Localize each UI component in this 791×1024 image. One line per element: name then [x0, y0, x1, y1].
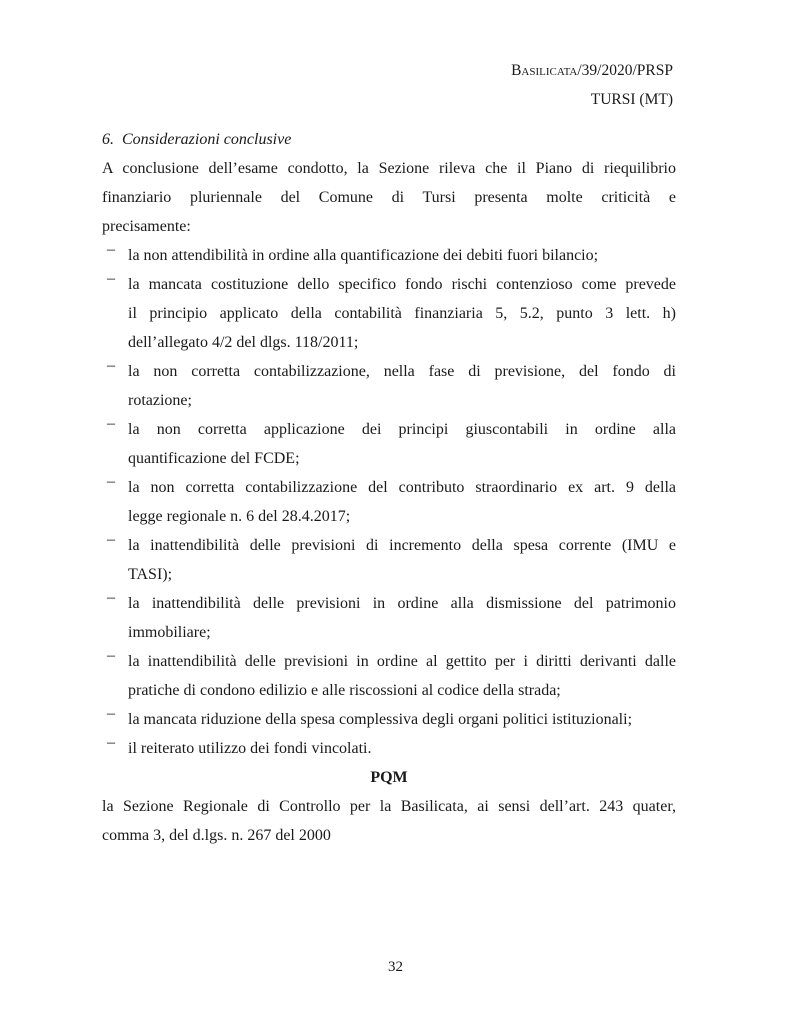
list-item-line: la inattendibilità delle previsioni in ordine alla dismissione del patrimonio — [128, 595, 676, 612]
intro-line: A conclusione dell’esame condotto, la Sezione rileva che il Piano di riequilibrio — [102, 160, 676, 177]
closing-paragraph — [102, 792, 676, 850]
list-item — [102, 415, 676, 473]
list-item-line: la inattendibilità delle previsioni in ordine al gettito per i diritti derivanti dalle — [128, 653, 676, 670]
list-dash: – — [107, 734, 115, 751]
list-item-line: la non corretta applicazione dei principi giuscontabili in ordine alla — [128, 421, 676, 438]
list-item-line: la mancata riduzione della spesa complessiva degli organi politici istituzionali; — [128, 711, 633, 728]
list-dash: – — [107, 589, 115, 606]
list-item-line: rotazione; — [128, 392, 192, 409]
section-number: 6. — [102, 131, 114, 148]
intro-line: precisamente: — [102, 218, 191, 235]
list-item-line: la non attendibilità in ordine alla quantificazione dei debiti fuori bilancio; — [128, 247, 599, 264]
section-heading — [102, 125, 676, 154]
list-item-line: immobiliare; — [128, 624, 211, 641]
page-number: 32 — [388, 959, 403, 975]
reference-number: /39/2020/PRSP — [577, 62, 673, 79]
list-dash: – — [107, 357, 115, 374]
list-item — [102, 531, 676, 589]
list-item — [102, 705, 676, 734]
list-item — [102, 589, 676, 647]
list-item — [102, 734, 676, 763]
document-location: TURSI (MT) — [590, 91, 673, 108]
list-item-line: la inattendibilità delle previsioni di incremento della spesa corrente (IMU e — [128, 537, 676, 554]
intro-line: finanziario pluriennale del Comune di Tursi presenta molte criticità e — [102, 189, 676, 206]
list-dash: – — [107, 647, 115, 664]
list-item — [102, 473, 676, 531]
reference-region: Basilicata — [511, 62, 578, 79]
list-item-line: il reiterato utilizzo dei fondi vincolati. — [128, 740, 372, 757]
list-dash: – — [107, 270, 115, 287]
list-item — [102, 647, 676, 705]
list-item-line: pratiche di condono edilizio e alle riscossioni al codice della strada; — [128, 682, 561, 699]
list-item-line: dell’allegato 4/2 del dlgs. 118/2011; — [128, 334, 359, 351]
list-item-line: il principio applicato della contabilità finanziaria 5, 5.2, punto 3 lett. h) — [128, 305, 676, 322]
list-item-line: la non corretta contabilizzazione del contributo straordinario ex art. 9 della — [128, 479, 676, 496]
document-reference — [511, 56, 673, 85]
intro-paragraph — [102, 154, 676, 241]
closing-line: la Sezione Regionale di Controllo per la Basilicata, ai sensi dell’art. 243 quater, — [102, 798, 676, 815]
list-item — [102, 241, 676, 270]
list-dash: – — [107, 415, 115, 432]
list-dash: – — [107, 241, 115, 258]
criticality-list — [102, 241, 676, 763]
list-dash: – — [107, 531, 115, 548]
list-item-line: legge regionale n. 6 del 28.4.2017; — [128, 508, 351, 525]
list-item — [102, 357, 676, 415]
list-item — [102, 270, 676, 357]
list-dash: – — [107, 705, 115, 722]
list-dash: – — [107, 473, 115, 490]
closing-line: comma 3, del d.lgs. n. 267 del 2000 — [102, 827, 331, 844]
list-item-line: TASI); — [128, 566, 173, 583]
section-title: Considerazioni conclusive — [122, 131, 292, 148]
list-item-line: quantificazione del FCDE; — [128, 450, 300, 467]
page-body — [102, 125, 676, 850]
list-item-line: la non corretta contabilizzazione, nella fase di previsione, del fondo di — [128, 363, 676, 380]
pqm-heading: PQM — [370, 769, 408, 786]
page-header — [511, 56, 673, 114]
list-item-line: la mancata costituzione dello specifico fondo rischi contenzioso come prevede — [128, 276, 676, 293]
